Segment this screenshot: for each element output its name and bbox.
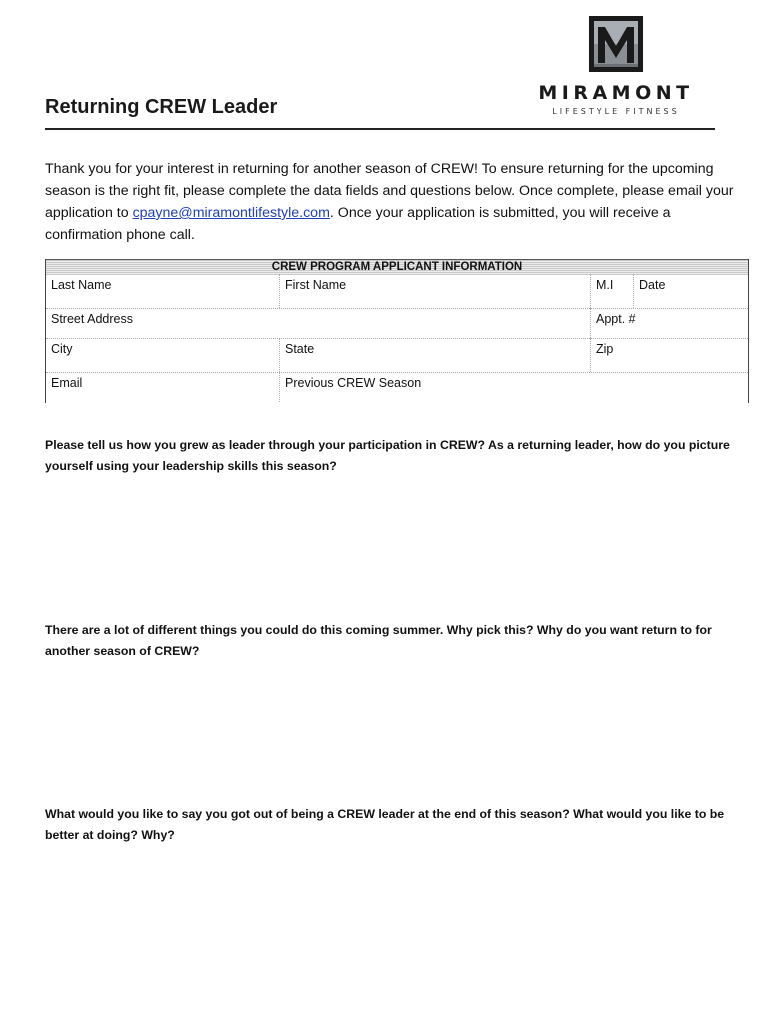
table-column-divider [590,308,591,338]
miramont-m-logo-icon [589,16,643,72]
table-column-divider [590,338,591,372]
date-field[interactable]: Date [639,278,666,292]
middle-initial-field[interactable]: M.I [596,278,614,292]
appt-number-field[interactable]: Appt. # [596,312,636,326]
logo-tagline: LIFESTYLE FITNESS [552,107,680,116]
table-column-divider [590,274,591,308]
first-name-field[interactable]: First Name [285,278,347,292]
previous-season-field[interactable]: Previous CREW Season [285,376,422,390]
email-link[interactable]: cpayne@miramontlifestyle.com [132,205,330,221]
zip-field[interactable]: Zip [596,342,614,356]
table-column-divider [633,274,634,308]
question-3: What would you like to say you got out of being a CREW leader at the end of this season? What would you like to be better at doing? Why? [45,807,725,842]
intro-text-end: . Once your application is submitted, you will receive a confirmation phone call. [45,205,671,243]
logo-wordmark: MIRAMONT [538,82,694,104]
page-title: Returning CREW Leader [45,96,278,118]
table-row-divider [46,308,748,309]
last-name-field[interactable]: Last Name [51,278,112,292]
table-column-divider [279,372,280,402]
table-column-divider [279,338,280,372]
intro-text-start: Thank you for your interest in returning for another season of CREW! To ensure returning for the upcoming season is the right fit, please complete the data fields and questions below. Once complete, please email your application to [45,161,734,221]
table-row-divider [46,372,748,373]
applicant-info-table [45,259,749,403]
table-row-divider [46,338,748,339]
street-address-field[interactable]: Street Address [51,312,133,326]
miramont-logo [528,14,704,124]
table-header: CREW PROGRAM APPLICANT INFORMATION [46,259,748,275]
intro-paragraph [45,158,735,246]
email-field[interactable]: Email [51,376,83,390]
table-column-divider [279,274,280,308]
city-field[interactable]: City [51,342,73,356]
question-1: Please tell us how you grew as leader through your participation in CREW? As a returning leader, how do you picture yourself using your leadership skills this season? [45,438,730,473]
state-field[interactable]: State [285,342,315,356]
title-divider [45,128,715,130]
question-2: There are a lot of different things you could do this coming summer. Why pick this? Why do you want return to for another season of CREW? [45,623,712,658]
